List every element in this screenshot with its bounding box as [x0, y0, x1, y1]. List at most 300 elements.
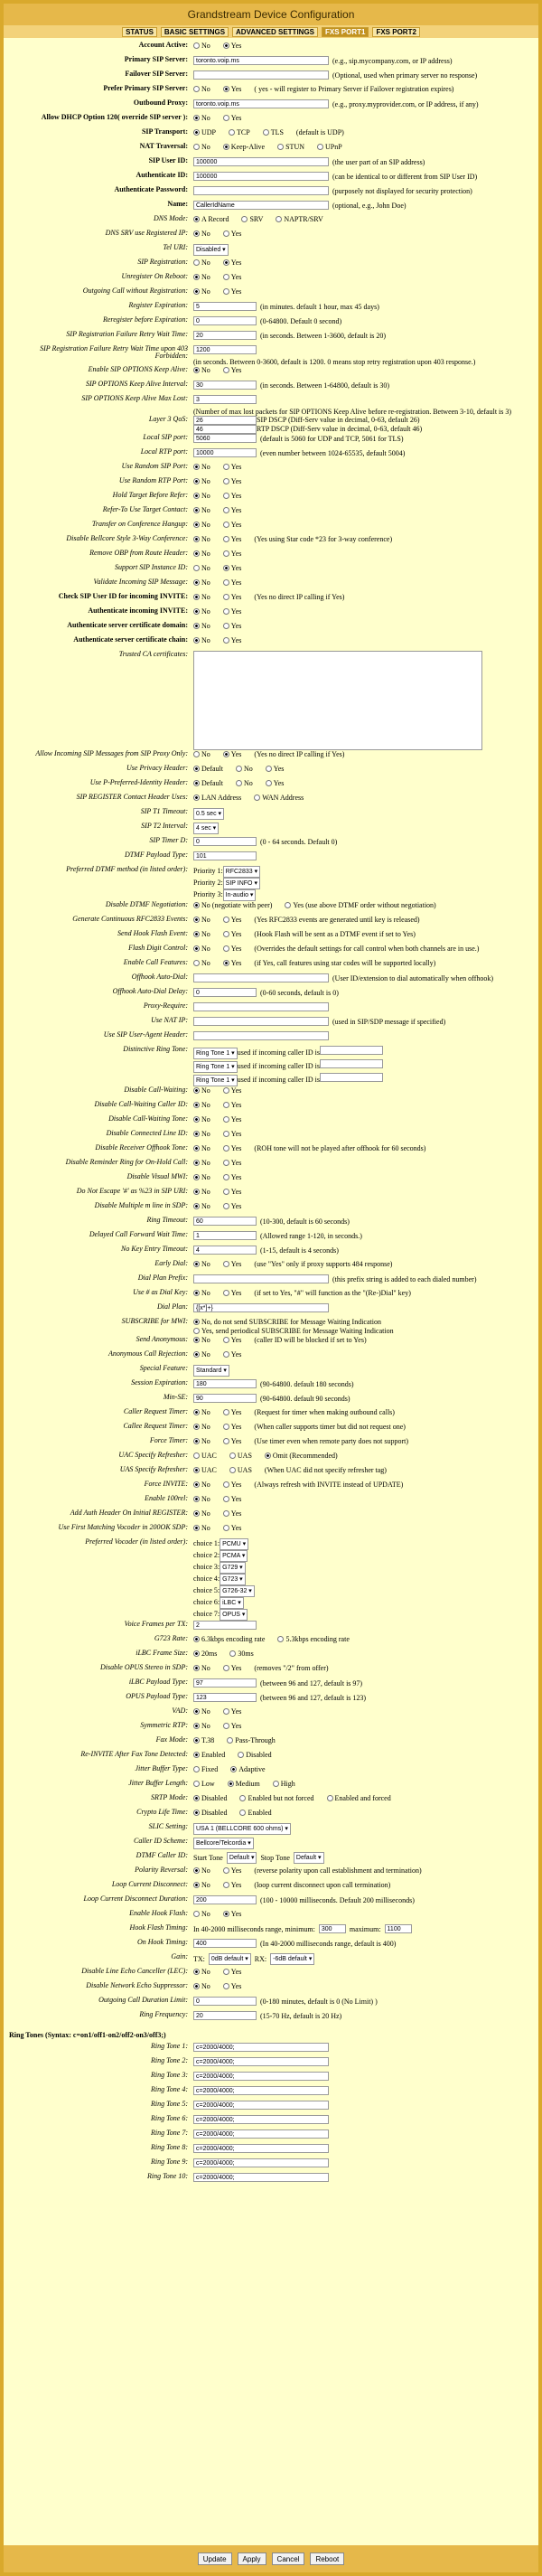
force-invite-radio-0[interactable]	[193, 1481, 200, 1488]
account-active-radio-0[interactable]	[193, 42, 200, 49]
do-not-escape-hash-as-23-in-sip-uri-radio-1[interactable]	[223, 1189, 229, 1195]
enable-hook-flash-radio-1[interactable]	[223, 1911, 229, 1917]
polarity-reversal-option-1[interactable]	[223, 1866, 242, 1875]
send-anonymous-radio-0[interactable]	[193, 1337, 200, 1343]
loop-current-disconnect-duration-input[interactable]: 200	[193, 1895, 257, 1904]
add-auth-header-on-initial-register-radio-0[interactable]	[193, 1510, 200, 1517]
distinctive-ring-tone-select-0[interactable]: Ring Tone 1 ▾	[193, 1048, 238, 1059]
force-invite-option-0[interactable]	[193, 1481, 210, 1489]
enable-100rel-option-1[interactable]	[223, 1495, 242, 1503]
jitter-buffer-type-option-1[interactable]	[230, 1765, 265, 1773]
allow-incoming-sip-messages-from-sip-proxy-only-radio-1[interactable]	[223, 751, 229, 757]
use-random-rtp-port-option-0[interactable]	[193, 477, 210, 485]
refer-to-use-target-contact-option-1[interactable]	[223, 506, 242, 514]
use-privacy-header-option-2[interactable]	[266, 765, 285, 773]
enable-call-features-radio-1[interactable]	[223, 960, 229, 966]
do-not-escape-hash-as-23-in-sip-uri-option-0[interactable]	[193, 1188, 210, 1196]
force-timer-option-1[interactable]	[223, 1437, 242, 1445]
fax-mode-radio-0[interactable]	[193, 1737, 200, 1744]
sip-user-id-input[interactable]: 100000	[193, 157, 329, 166]
sip-registration-option-0[interactable]	[193, 259, 210, 267]
send-anonymous-radio-1[interactable]	[223, 1337, 229, 1343]
preferred-vocoder-select-6[interactable]: OPUS ▾	[220, 1609, 248, 1621]
srtp-mode-radio-1[interactable]	[239, 1795, 246, 1801]
crypto-life-time-radio-0[interactable]	[193, 1810, 200, 1816]
enable-100rel-radio-0[interactable]	[193, 1496, 200, 1502]
sip-registration-failure-retry-wait-time-input[interactable]: 20	[193, 331, 257, 340]
disable-dtmf-negotiation-option-1[interactable]	[285, 901, 435, 909]
layer-3-qos-sip-input[interactable]: 26	[193, 416, 257, 425]
slic-setting-select[interactable]: USA 1 (BELLCORE 600 ohms) ▾	[193, 1823, 291, 1835]
outbound-proxy-input[interactable]: toronto.voip.ms	[193, 99, 329, 108]
distinctive-ring-tone-callerid-0[interactable]	[320, 1046, 383, 1055]
callee-request-timer-option-0[interactable]	[193, 1423, 210, 1431]
fax-mode-option-0[interactable]	[193, 1736, 214, 1744]
ilbc-frame-size-radio-0[interactable]	[193, 1650, 200, 1657]
ring-tone-input-2[interactable]: c=2000/4000;	[193, 2057, 329, 2066]
account-active-option-0[interactable]	[193, 42, 210, 50]
re-invite-after-fax-tone-detected-option-1[interactable]	[238, 1751, 271, 1759]
disable-reminder-ring-for-on-hold-call-option-0[interactable]	[193, 1159, 210, 1167]
re-invite-after-fax-tone-detected-radio-0[interactable]	[193, 1752, 200, 1758]
fax-mode-radio-1[interactable]	[227, 1737, 233, 1744]
disable-bellcore-style-3-way-conference-radio-0[interactable]	[193, 536, 200, 542]
authenticate-incoming-invite-radio-0[interactable]	[193, 608, 200, 615]
loop-current-disconnect-option-0[interactable]	[193, 1881, 210, 1889]
offhook-auto-dial-input[interactable]	[193, 973, 329, 982]
use-privacy-header-radio-0[interactable]	[193, 766, 200, 772]
ilbc-frame-size-option-1[interactable]	[229, 1650, 253, 1658]
session-expiration-input[interactable]: 180	[193, 1379, 257, 1388]
dial-plan-prefix-input[interactable]	[193, 1274, 329, 1283]
use-hash-as-dial-key-option-0[interactable]	[193, 1289, 210, 1297]
outgoing-call-without-registration-option-1[interactable]	[223, 287, 242, 296]
use-first-matching-vocoder-option-1[interactable]	[223, 1524, 242, 1532]
uas-specify-refresher-radio-0[interactable]	[193, 1467, 200, 1473]
authenticate-incoming-invite-option-1[interactable]	[223, 607, 242, 616]
apply-button[interactable]: Apply	[238, 2552, 266, 2565]
proxy-require-input[interactable]	[193, 1002, 329, 1011]
loop-current-disconnect-radio-0[interactable]	[193, 1882, 200, 1888]
hold-target-before-refer-radio-1[interactable]	[223, 493, 229, 499]
allow-incoming-sip-messages-from-sip-proxy-only-option-0[interactable]	[193, 750, 210, 758]
callee-request-timer-radio-1[interactable]	[223, 1424, 229, 1430]
disable-opus-stereo-in-sdp-option-0[interactable]	[193, 1664, 210, 1672]
refer-to-use-target-contact-radio-0[interactable]	[193, 507, 200, 513]
ring-tone-input-5[interactable]: c=2000/4000;	[193, 2101, 329, 2110]
jitter-buffer-length-radio-1[interactable]	[228, 1781, 234, 1787]
polarity-reversal-radio-1[interactable]	[223, 1867, 229, 1874]
ilbc-frame-size-option-0[interactable]	[193, 1650, 217, 1658]
name-input[interactable]: CallerIdName	[193, 201, 329, 210]
enable-100rel-option-0[interactable]	[193, 1495, 210, 1503]
disable-visual-mwi-radio-1[interactable]	[223, 1174, 229, 1180]
vad-radio-0[interactable]	[193, 1708, 200, 1715]
sip-transport-option-0[interactable]	[193, 128, 216, 136]
sip-timer-d-input[interactable]: 0	[193, 837, 257, 846]
ring-tone-input-8[interactable]: c=2000/4000;	[193, 2144, 329, 2153]
authenticate-password-input[interactable]	[193, 186, 329, 195]
enable-sip-options-keep-alive-option-1[interactable]	[223, 366, 242, 374]
allow-dhcp-option-120-option-0[interactable]	[193, 114, 210, 122]
re-invite-after-fax-tone-detected-option-0[interactable]	[193, 1751, 225, 1759]
enable-100rel-radio-1[interactable]	[223, 1496, 229, 1502]
force-timer-radio-0[interactable]	[193, 1438, 200, 1444]
dns-mode-option-2[interactable]	[276, 215, 322, 223]
unregister-on-reboot-radio-1[interactable]	[223, 274, 229, 280]
use-p-preferred-identity-header-option-1[interactable]	[236, 779, 253, 787]
flash-digit-control-option-0[interactable]	[193, 945, 210, 953]
preferred-vocoder-select-0[interactable]: PCMU ▾	[220, 1538, 248, 1550]
flash-digit-control-radio-1[interactable]	[223, 945, 229, 952]
dns-srv-use-registered-ip-radio-0[interactable]	[193, 230, 200, 237]
reregister-before-expiration-input[interactable]: 0	[193, 316, 257, 325]
disable-reminder-ring-for-on-hold-call-radio-0[interactable]	[193, 1160, 200, 1166]
sip-registration-option-1[interactable]	[223, 259, 242, 267]
support-sip-instance-id-radio-1[interactable]	[223, 565, 229, 571]
caller-request-timer-option-1[interactable]	[223, 1408, 242, 1416]
preferred-vocoder-select-1[interactable]: PCMA ▾	[220, 1550, 248, 1562]
caller-request-timer-radio-1[interactable]	[223, 1409, 229, 1415]
loop-current-disconnect-option-1[interactable]	[223, 1881, 242, 1889]
use-random-sip-port-option-1[interactable]	[223, 463, 242, 471]
cancel-button[interactable]: Cancel	[272, 2552, 305, 2565]
prefer-primary-sip-server-option-0[interactable]	[193, 85, 210, 93]
use-first-matching-vocoder-option-0[interactable]	[193, 1524, 210, 1532]
disable-multiple-m-line-in-sdp-option-1[interactable]	[223, 1202, 242, 1210]
use-p-preferred-identity-header-radio-2[interactable]	[266, 780, 272, 786]
uac-specify-refresher-radio-0[interactable]	[193, 1453, 200, 1459]
allow-dhcp-option-120-radio-0[interactable]	[193, 115, 200, 121]
account-active-radio-1[interactable]	[223, 42, 229, 49]
sip-options-keep-alive-interval-input[interactable]: 30	[193, 381, 257, 390]
offhook-auto-dial-delay-input[interactable]: 0	[193, 988, 257, 997]
disable-network-echo-suppressor-radio-0[interactable]	[193, 1983, 200, 1989]
srtp-mode-radio-2[interactable]	[327, 1795, 333, 1801]
disable-dtmf-negotiation-option-0[interactable]	[193, 901, 272, 909]
hold-target-before-refer-option-0[interactable]	[193, 492, 210, 500]
dial-plan-input[interactable]: {[x*]+}	[193, 1303, 329, 1312]
allow-dhcp-option-120-radio-1[interactable]	[223, 115, 229, 121]
tel-uri-select[interactable]: Disabled ▾	[193, 244, 229, 256]
early-dial-radio-1[interactable]	[223, 1261, 229, 1267]
authenticate-server-certificate-chain-option-0[interactable]	[193, 636, 210, 644]
register-expiration-input[interactable]: 5	[193, 302, 257, 311]
refer-to-use-target-contact-radio-1[interactable]	[223, 507, 229, 513]
outgoing-call-without-registration-radio-0[interactable]	[193, 288, 200, 295]
authenticate-server-certificate-chain-radio-1[interactable]	[223, 637, 229, 644]
nat-traversal-option-1[interactable]	[223, 143, 265, 151]
support-sip-instance-id-radio-0[interactable]	[193, 565, 200, 571]
prefer-primary-sip-server-radio-1[interactable]	[223, 86, 229, 92]
use-p-preferred-identity-header-option-0[interactable]	[193, 779, 223, 787]
authenticate-incoming-invite-option-0[interactable]	[193, 607, 210, 616]
polarity-reversal-option-0[interactable]	[193, 1866, 210, 1875]
jitter-buffer-length-radio-2[interactable]	[273, 1781, 279, 1787]
hook-flash-timing-max-input[interactable]: 1100	[385, 1924, 412, 1933]
sip-transport-radio-0[interactable]	[193, 129, 200, 136]
subscribe-for-mwi-option-1[interactable]	[193, 1327, 394, 1335]
use-p-preferred-identity-header-radio-1[interactable]	[236, 780, 242, 786]
ring-tone-input-1[interactable]: c=2000/4000;	[193, 2043, 329, 2052]
crypto-life-time-radio-1[interactable]	[239, 1810, 246, 1816]
disable-network-echo-suppressor-radio-1[interactable]	[223, 1983, 229, 1989]
authenticate-id-input[interactable]: 100000	[193, 172, 329, 181]
nat-traversal-radio-0[interactable]	[193, 144, 200, 150]
preferred-vocoder-select-3[interactable]: G723 ▾	[220, 1574, 246, 1585]
nav-basic-settings[interactable]: BASIC SETTINGS	[161, 27, 229, 37]
disable-network-echo-suppressor-option-1[interactable]	[223, 1982, 242, 1990]
on-hook-timing-input[interactable]: 400	[193, 1939, 257, 1948]
nat-traversal-radio-1[interactable]	[223, 144, 229, 150]
ring-frequency-input[interactable]: 20	[193, 2011, 257, 2020]
fax-mode-option-1[interactable]	[227, 1736, 275, 1744]
refer-to-use-target-contact-option-0[interactable]	[193, 506, 210, 514]
early-dial-option-0[interactable]	[193, 1260, 210, 1268]
remove-obp-from-route-header-option-1[interactable]	[223, 550, 242, 558]
disable-visual-mwi-option-0[interactable]	[193, 1173, 210, 1181]
remove-obp-from-route-header-option-0[interactable]	[193, 550, 210, 558]
force-invite-radio-1[interactable]	[223, 1481, 229, 1488]
preferred-dtmf-method-select-2[interactable]: In-audio ▾	[223, 889, 257, 901]
subscribe-for-mwi-radio-1[interactable]	[193, 1328, 200, 1334]
vad-radio-1[interactable]	[223, 1708, 229, 1715]
update-button[interactable]: Update	[198, 2552, 232, 2565]
preferred-vocoder-select-5[interactable]: iLBC ▾	[220, 1597, 244, 1609]
sip-register-contact-header-uses-option-0[interactable]	[193, 794, 241, 802]
nat-traversal-radio-2[interactable]	[277, 144, 284, 150]
use-privacy-header-option-1[interactable]	[236, 765, 253, 773]
validate-incoming-sip-message-radio-0[interactable]	[193, 579, 200, 586]
preferred-vocoder-select-4[interactable]: G726-32 ▾	[220, 1585, 255, 1597]
dtmf-caller-id-select-1[interactable]: Default ▾	[294, 1852, 324, 1864]
disable-opus-stereo-in-sdp-radio-0[interactable]	[193, 1665, 200, 1671]
add-auth-header-on-initial-register-radio-1[interactable]	[223, 1510, 229, 1517]
ring-tone-input-7[interactable]: c=2000/4000;	[193, 2129, 329, 2139]
enable-sip-options-keep-alive-radio-1[interactable]	[223, 367, 229, 373]
local-sip-port-input[interactable]: 5060	[193, 434, 257, 443]
hook-flash-timing-min-input[interactable]: 300	[319, 1924, 346, 1933]
disable-dtmf-negotiation-radio-1[interactable]	[285, 902, 291, 908]
disable-call-waiting-tone-option-0[interactable]	[193, 1115, 210, 1123]
use-privacy-header-radio-1[interactable]	[236, 766, 242, 772]
send-anonymous-option-1[interactable]	[223, 1336, 242, 1344]
jitter-buffer-type-option-0[interactable]	[193, 1765, 218, 1773]
enable-call-features-radio-0[interactable]	[193, 960, 200, 966]
preferred-dtmf-method-select-0[interactable]: RFC2833 ▾	[223, 866, 260, 878]
hold-target-before-refer-radio-0[interactable]	[193, 493, 200, 499]
send-anonymous-option-0[interactable]	[193, 1336, 210, 1344]
disable-call-waiting-tone-radio-0[interactable]	[193, 1116, 200, 1123]
support-sip-instance-id-option-1[interactable]	[223, 564, 242, 572]
disable-call-waiting-tone-radio-1[interactable]	[223, 1116, 229, 1123]
g723-rate-option-1[interactable]	[277, 1635, 349, 1643]
use-nat-ip-input[interactable]	[193, 1017, 329, 1026]
disable-receiver-offhook-tone-option-1[interactable]	[223, 1144, 242, 1152]
use-hash-as-dial-key-radio-0[interactable]	[193, 1290, 200, 1296]
nat-traversal-radio-3[interactable]	[317, 144, 323, 150]
symmetric-rtp-option-0[interactable]	[193, 1722, 210, 1730]
callee-request-timer-option-1[interactable]	[223, 1423, 242, 1431]
vad-option-0[interactable]	[193, 1707, 210, 1716]
jitter-buffer-length-option-0[interactable]	[193, 1780, 215, 1788]
trusted-ca-certificates-textarea[interactable]	[193, 651, 482, 750]
enable-call-features-option-1[interactable]	[223, 959, 242, 967]
generate-continuous-rfc2833-events-option-1[interactable]	[223, 916, 242, 924]
dns-srv-use-registered-ip-option-0[interactable]	[193, 230, 210, 238]
disable-line-echo-canceller-radio-1[interactable]	[223, 1969, 229, 1975]
nav-fxs-port1[interactable]: FXS PORT1	[322, 27, 369, 37]
vad-option-1[interactable]	[223, 1707, 242, 1716]
dtmf-payload-type-input[interactable]: 101	[193, 851, 257, 860]
use-hash-as-dial-key-radio-1[interactable]	[223, 1290, 229, 1296]
disable-call-waiting-caller-id-radio-1[interactable]	[223, 1102, 229, 1108]
anonymous-call-rejection-option-0[interactable]	[193, 1350, 210, 1359]
gain-tx-select[interactable]: 0dB default ▾	[209, 1953, 251, 1965]
uac-specify-refresher-option-2[interactable]	[265, 1452, 338, 1460]
send-hook-flash-event-option-0[interactable]	[193, 930, 210, 938]
srtp-mode-radio-0[interactable]	[193, 1795, 200, 1801]
use-hash-as-dial-key-option-1[interactable]	[223, 1289, 242, 1297]
srtp-mode-option-0[interactable]	[193, 1794, 227, 1802]
transfer-on-conference-hangup-option-0[interactable]	[193, 521, 210, 529]
min-se-input[interactable]: 90	[193, 1394, 257, 1403]
disable-call-waiting-caller-id-radio-0[interactable]	[193, 1102, 200, 1108]
force-timer-option-0[interactable]	[193, 1437, 210, 1445]
nav-status[interactable]: STATUS	[122, 27, 157, 37]
dns-srv-use-registered-ip-option-1[interactable]	[223, 230, 242, 238]
check-sip-user-id-for-incoming-invite-radio-1[interactable]	[223, 594, 229, 600]
authenticate-server-certificate-domain-radio-0[interactable]	[193, 623, 200, 629]
use-p-preferred-identity-header-option-2[interactable]	[266, 779, 285, 787]
prefer-primary-sip-server-radio-0[interactable]	[193, 86, 200, 92]
disable-line-echo-canceller-option-0[interactable]	[193, 1968, 210, 1976]
use-random-sip-port-radio-1[interactable]	[223, 464, 229, 470]
dns-mode-radio-2[interactable]	[276, 216, 282, 222]
use-privacy-header-option-0[interactable]	[193, 765, 223, 773]
use-random-sip-port-option-0[interactable]	[193, 463, 210, 471]
caller-request-timer-radio-0[interactable]	[193, 1409, 200, 1415]
disable-receiver-offhook-tone-radio-0[interactable]	[193, 1145, 200, 1152]
g723-rate-radio-0[interactable]	[193, 1636, 200, 1642]
allow-incoming-sip-messages-from-sip-proxy-only-option-1[interactable]	[223, 750, 242, 758]
flash-digit-control-radio-0[interactable]	[193, 945, 200, 952]
do-not-escape-hash-as-23-in-sip-uri-radio-0[interactable]	[193, 1189, 200, 1195]
dtmf-caller-id-select-0[interactable]: Default ▾	[227, 1852, 257, 1864]
validate-incoming-sip-message-radio-1[interactable]	[223, 579, 229, 586]
reboot-button[interactable]: Reboot	[310, 2552, 344, 2565]
distinctive-ring-tone-select-1[interactable]: Ring Tone 1 ▾	[193, 1061, 238, 1073]
disable-connected-line-id-radio-0[interactable]	[193, 1131, 200, 1137]
use-first-matching-vocoder-radio-1[interactable]	[223, 1525, 229, 1531]
uas-specify-refresher-option-1[interactable]	[229, 1466, 252, 1474]
subscribe-for-mwi-option-0[interactable]	[193, 1318, 381, 1326]
force-invite-option-1[interactable]	[223, 1481, 242, 1489]
enable-hook-flash-option-0[interactable]	[193, 1910, 210, 1918]
preferred-dtmf-method-select-1[interactable]: SIP INFO ▾	[223, 878, 260, 889]
sip-transport-radio-1[interactable]	[229, 129, 235, 136]
generate-continuous-rfc2833-events-radio-0[interactable]	[193, 917, 200, 923]
use-random-rtp-port-radio-1[interactable]	[223, 478, 229, 484]
disable-multiple-m-line-in-sdp-option-0[interactable]	[193, 1202, 210, 1210]
ring-tone-input-3[interactable]: c=2000/4000;	[193, 2072, 329, 2081]
caller-request-timer-option-0[interactable]	[193, 1408, 210, 1416]
primary-sip-server-input[interactable]: toronto.voip.ms	[193, 56, 329, 65]
ilbc-payload-type-input[interactable]: 97	[193, 1678, 257, 1688]
enable-sip-options-keep-alive-radio-0[interactable]	[193, 367, 200, 373]
sip-register-contact-header-uses-option-1[interactable]	[254, 794, 304, 802]
srtp-mode-option-1[interactable]	[239, 1794, 313, 1802]
early-dial-option-1[interactable]	[223, 1260, 242, 1268]
nav-advanced-settings[interactable]: ADVANCED SETTINGS	[232, 27, 318, 37]
force-timer-radio-1[interactable]	[223, 1438, 229, 1444]
outgoing-call-without-registration-option-0[interactable]	[193, 287, 210, 296]
sip-options-keep-alive-max-lost-input[interactable]: 3	[193, 395, 257, 404]
delayed-call-forward-wait-time-input[interactable]: 1	[193, 1231, 257, 1240]
ilbc-frame-size-radio-1[interactable]	[229, 1650, 236, 1657]
prefer-primary-sip-server-option-1[interactable]	[223, 85, 242, 93]
send-hook-flash-event-option-1[interactable]	[223, 930, 242, 938]
disable-reminder-ring-for-on-hold-call-option-1[interactable]	[223, 1159, 242, 1167]
authenticate-incoming-invite-radio-1[interactable]	[223, 608, 229, 615]
ring-timeout-input[interactable]: 60	[193, 1217, 257, 1226]
transfer-on-conference-hangup-option-1[interactable]	[223, 521, 242, 529]
disable-dtmf-negotiation-radio-0[interactable]	[193, 902, 200, 908]
use-random-sip-port-radio-0[interactable]	[193, 464, 200, 470]
account-active-option-1[interactable]	[223, 42, 242, 50]
disable-opus-stereo-in-sdp-option-1[interactable]	[223, 1664, 242, 1672]
remove-obp-from-route-header-radio-0[interactable]	[193, 550, 200, 557]
authenticate-server-certificate-domain-option-0[interactable]	[193, 622, 210, 630]
check-sip-user-id-for-incoming-invite-option-1[interactable]	[223, 593, 242, 601]
symmetric-rtp-radio-1[interactable]	[223, 1723, 229, 1729]
crypto-life-time-option-0[interactable]	[193, 1809, 227, 1817]
disable-call-waiting-option-1[interactable]	[223, 1086, 242, 1095]
nat-traversal-option-2[interactable]	[277, 143, 304, 151]
preferred-vocoder-select-2[interactable]: G729 ▾	[220, 1562, 246, 1574]
distinctive-ring-tone-callerid-1[interactable]	[320, 1059, 383, 1068]
use-privacy-header-radio-2[interactable]	[266, 766, 272, 772]
authenticate-server-certificate-domain-option-1[interactable]	[223, 622, 242, 630]
disable-receiver-offhook-tone-option-0[interactable]	[193, 1144, 210, 1152]
disable-call-waiting-caller-id-option-1[interactable]	[223, 1101, 242, 1109]
disable-connected-line-id-option-0[interactable]	[193, 1130, 210, 1138]
disable-visual-mwi-radio-0[interactable]	[193, 1174, 200, 1180]
caller-id-scheme-select[interactable]: Bellcore/Telcordia ▾	[193, 1838, 254, 1849]
nat-traversal-option-3[interactable]	[317, 143, 342, 151]
jitter-buffer-length-radio-0[interactable]	[193, 1781, 200, 1787]
disable-connected-line-id-radio-1[interactable]	[223, 1131, 229, 1137]
distinctive-ring-tone-select-2[interactable]: Ring Tone 1 ▾	[193, 1075, 238, 1086]
enable-call-features-option-0[interactable]	[193, 959, 210, 967]
do-not-escape-hash-as-23-in-sip-uri-option-1[interactable]	[223, 1188, 242, 1196]
uas-specify-refresher-option-0[interactable]	[193, 1466, 217, 1474]
subscribe-for-mwi-radio-0[interactable]	[193, 1319, 200, 1325]
disable-multiple-m-line-in-sdp-radio-1[interactable]	[223, 1203, 229, 1209]
dns-mode-option-1[interactable]	[241, 215, 263, 223]
anonymous-call-rejection-radio-0[interactable]	[193, 1351, 200, 1358]
disable-bellcore-style-3-way-conference-radio-1[interactable]	[223, 536, 229, 542]
disable-call-waiting-radio-0[interactable]	[193, 1087, 200, 1094]
local-rtp-port-input[interactable]: 10000	[193, 448, 257, 457]
use-sip-user-agent-header-input[interactable]	[193, 1031, 329, 1040]
disable-call-waiting-option-0[interactable]	[193, 1086, 210, 1095]
send-hook-flash-event-radio-0[interactable]	[193, 931, 200, 937]
send-hook-flash-event-radio-1[interactable]	[223, 931, 229, 937]
disable-call-waiting-radio-1[interactable]	[223, 1087, 229, 1094]
dns-srv-use-registered-ip-radio-1[interactable]	[223, 230, 229, 237]
jitter-buffer-type-radio-0[interactable]	[193, 1766, 200, 1772]
